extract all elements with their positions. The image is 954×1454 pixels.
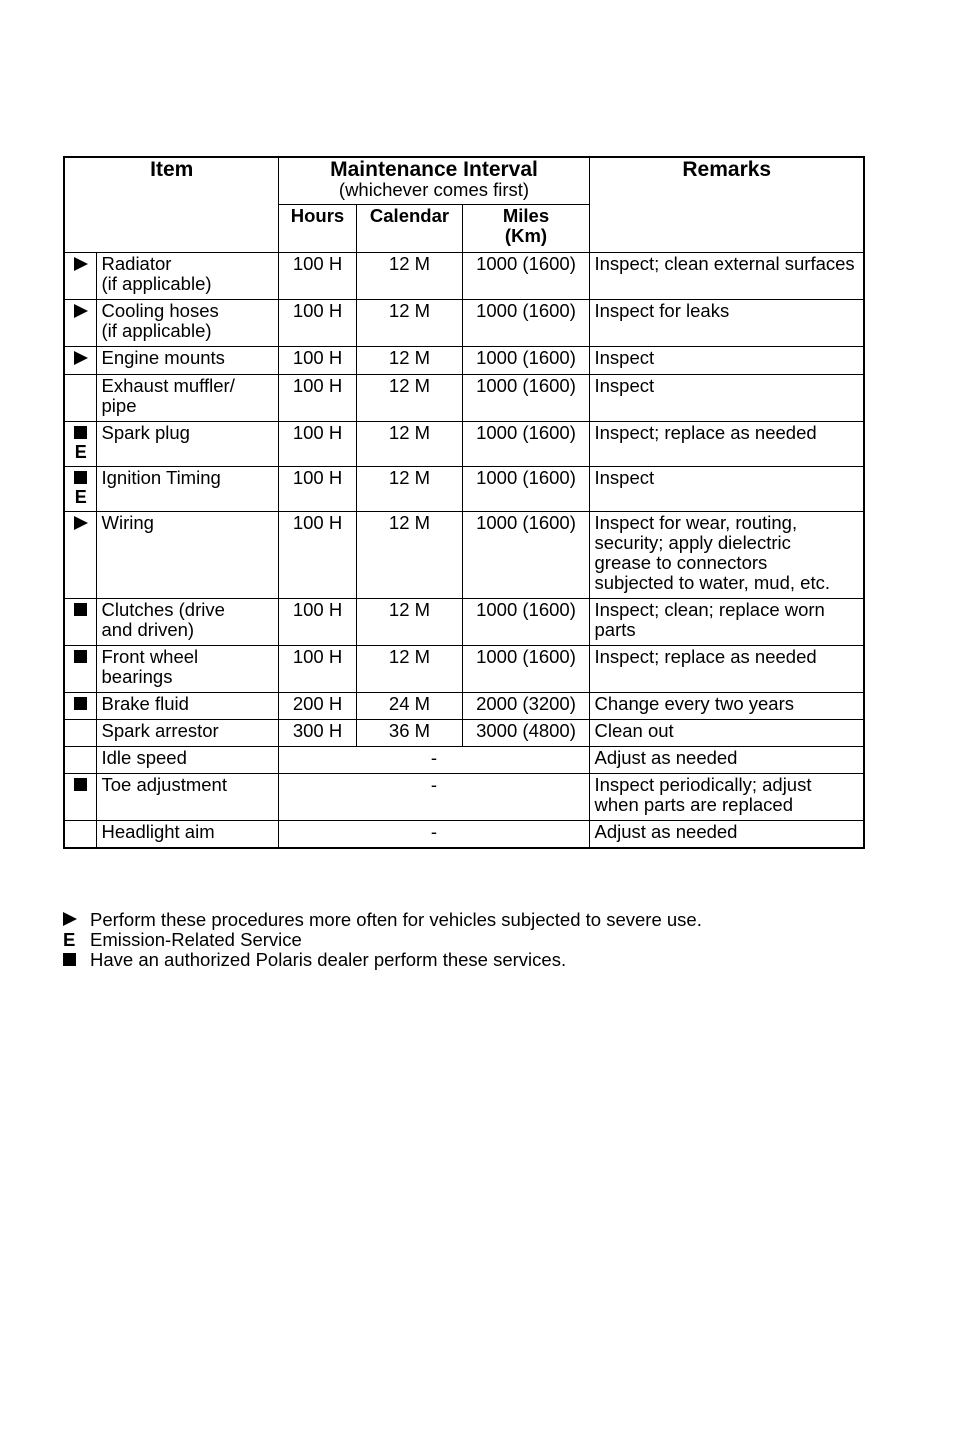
table-row [64,300,864,347]
item-cell: Wiring [96,512,278,599]
header-interval-title: Maintenance Interval [330,158,538,181]
calendar-cell: 12 M [356,422,462,467]
item-cell: Front wheel bearings [96,646,278,693]
square-icon [74,426,87,439]
miles-cell: 1000 (1600) [462,422,589,467]
triangle-icon [74,304,88,318]
hours-cell: 100 H [278,375,356,422]
legend-text: Emission-Related Service [90,929,302,950]
header-miles [462,205,589,253]
table-row [64,253,864,300]
remarks-cell: Inspect; replace as needed [589,646,864,693]
square-icon [74,697,87,710]
calendar-cell: 12 M [356,512,462,599]
row-marker [64,300,96,347]
calendar-cell: 12 M [356,300,462,347]
hours-cell: 100 H [278,422,356,467]
row-marker [64,512,96,599]
item-cell: Clutches (drive and driven) [96,599,278,646]
item-cell: Spark arrestor [96,720,278,747]
header-miles-label: Miles [502,205,550,226]
square-icon [74,603,87,616]
calendar-cell: 36 M [356,720,462,747]
header-interval-note: (whichever comes first) [338,179,530,200]
table-row [64,347,864,375]
header-hours: Hours [278,205,356,253]
table-row [64,422,864,467]
calendar-cell: 24 M [356,693,462,720]
square-icon [63,953,76,966]
miles-cell: 1000 (1600) [462,646,589,693]
legend-item [63,950,702,970]
hours-cell: 100 H [278,646,356,693]
miles-cell: 1000 (1600) [462,253,589,300]
table-row [64,512,864,599]
hours-cell: 100 H [278,467,356,512]
legend-symbol [63,910,90,930]
remarks-cell: Change every two years [589,693,864,720]
legend-text: Perform these procedures more often for vehicles subjected to severe use. [90,909,702,930]
remarks-cell: Inspect [589,347,864,375]
table-row [64,720,864,747]
hours-cell: 100 H [278,599,356,646]
remarks-cell: Inspect; clean external surfaces [589,253,864,300]
row-marker [64,467,96,512]
triangle-icon [74,516,88,530]
row-marker [64,720,96,747]
item-cell: Idle speed [96,747,278,774]
remarks-cell: Inspect for leaks [589,300,864,347]
miles-cell: 1000 (1600) [462,512,589,599]
interval-merged-cell: - [278,821,589,849]
row-marker [64,774,96,821]
remarks-cell: Adjust as needed [589,747,864,774]
triangle-icon [63,912,77,926]
item-cell: Ignition Timing [96,467,278,512]
hours-cell: 300 H [278,720,356,747]
header-remarks: Remarks [589,157,864,253]
maintenance-table [63,156,865,849]
item-cell: Exhaust muffler/ pipe [96,375,278,422]
remarks-cell: Inspect periodically; adjust when parts are replaced [589,774,864,821]
table-row [64,467,864,512]
row-marker [64,253,96,300]
miles-cell: 1000 (1600) [462,375,589,422]
remarks-cell: Inspect; clean; replace worn parts [589,599,864,646]
table-row [64,821,864,849]
square-icon [74,778,87,791]
row-marker [64,599,96,646]
square-icon [74,471,87,484]
miles-cell: 1000 (1600) [462,599,589,646]
hours-cell: 100 H [278,253,356,300]
header-calendar: Calendar [356,205,462,253]
legend-text: Have an authorized Polaris dealer perform these services. [90,949,567,970]
legend-item [63,910,702,930]
hours-cell: 200 H [278,693,356,720]
remarks-cell: Adjust as needed [589,821,864,849]
table-row [64,599,864,646]
legend-item [63,930,702,950]
hours-cell: 100 H [278,347,356,375]
hours-cell: 100 H [278,300,356,347]
legend-symbol: E [63,929,76,950]
table-row [64,693,864,720]
miles-cell: 1000 (1600) [462,467,589,512]
item-cell: Spark plug [96,422,278,467]
row-marker [64,347,96,375]
triangle-icon [74,257,88,271]
table-row [64,747,864,774]
miles-cell: 1000 (1600) [462,347,589,375]
row-marker [64,375,96,422]
triangle-icon [74,351,88,365]
item-cell: Brake fluid [96,693,278,720]
legend-symbol [63,950,90,970]
remarks-cell: Inspect [589,467,864,512]
calendar-cell: 12 M [356,375,462,422]
row-marker [64,693,96,720]
remarks-cell: Inspect for wear, routing, security; apply dielectric grease to connectors subjected to water, mud, etc. [589,512,864,599]
hours-cell: 100 H [278,512,356,599]
item-cell: Engine mounts [96,347,278,375]
miles-cell: 1000 (1600) [462,300,589,347]
row-marker [64,821,96,849]
remarks-cell: Inspect; replace as needed [589,422,864,467]
item-cell: Toe adjustment [96,774,278,821]
item-cell: Radiator (if applicable) [96,253,278,300]
square-icon [74,650,87,663]
remarks-cell: Inspect [589,375,864,422]
row-marker [64,646,96,693]
table-row [64,375,864,422]
emission-e-icon: E [74,442,87,462]
table-row [64,646,864,693]
row-marker [64,422,96,467]
header-row-top [64,157,864,205]
item-cell: Cooling hoses (if applicable) [96,300,278,347]
table-body [64,253,864,849]
table-row [64,774,864,821]
miles-cell: 3000 (4800) [462,720,589,747]
remarks-cell: Clean out [589,720,864,747]
calendar-cell: 12 M [356,253,462,300]
emission-e-icon: E [74,487,87,507]
legend [63,910,702,970]
calendar-cell: 12 M [356,599,462,646]
miles-cell: 2000 (3200) [462,693,589,720]
interval-merged-cell: - [278,774,589,821]
calendar-cell: 12 M [356,646,462,693]
item-cell: Headlight aim [96,821,278,849]
calendar-cell: 12 M [356,467,462,512]
calendar-cell: 12 M [356,347,462,375]
header-maintenance-interval [278,157,589,205]
header-km-label: (Km) [504,225,548,246]
row-marker [64,747,96,774]
interval-merged-cell: - [278,747,589,774]
header-item: Item [64,157,278,253]
